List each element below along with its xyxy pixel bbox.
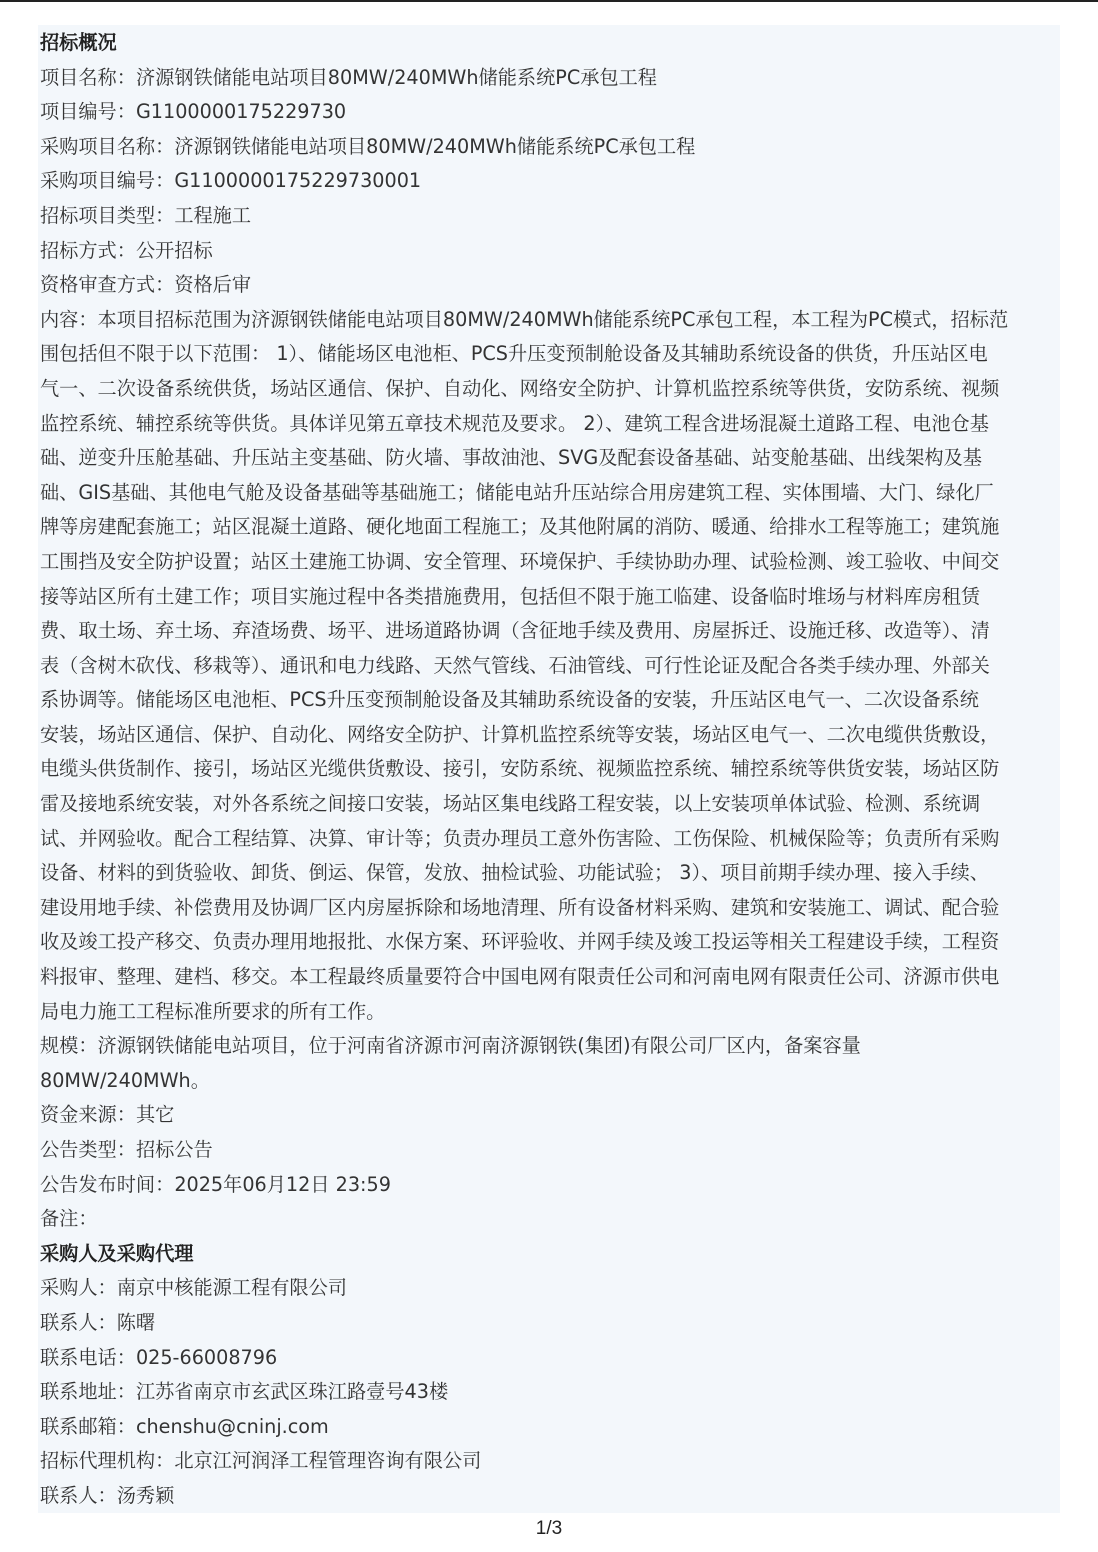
field-value: 北京江河润泽工程管理咨询有限公司 xyxy=(174,1449,482,1473)
field-label: 资金来源： xyxy=(40,1103,136,1127)
overview-row xyxy=(40,1098,1060,1133)
section-title-overview: 招标概况 xyxy=(40,31,117,54)
purchaser-row xyxy=(40,1375,1060,1410)
overview-row xyxy=(40,130,1060,165)
content-line: 系协调等。储能场区电池柜、PCS升压变预制舱设备及其辅助系统设备的安装，升压站区电气一、二次设备系统 xyxy=(40,688,979,712)
content-line: 局电力施工工程标准所要求的所有工作。 xyxy=(40,999,386,1023)
overview-row xyxy=(40,234,1060,269)
overview-row xyxy=(40,164,1060,199)
field-value: chenshu@cninj.com xyxy=(135,1414,329,1438)
field-value: G1100000175229730001 xyxy=(174,169,422,193)
purchaser-row xyxy=(40,1341,1060,1376)
content-line: 工围挡及安全防护设置；站区土建施工协调、安全管理、环境保护、手续协助办理、试验检测、竣工验收、中间交 xyxy=(40,549,1000,573)
field-label: 公告发布时间： xyxy=(40,1172,175,1196)
field-value: 资格后审 xyxy=(174,273,252,297)
top-border-line xyxy=(0,0,1098,2)
field-label: 招标项目类型： xyxy=(40,203,175,227)
content-line: 雷及接地系统安装，对外各系统之间接口安装，场站区集电线路工程安装，以上安装项单体试验、检测、系统调 xyxy=(40,792,981,816)
section-title-purchaser: 采购人及采购代理 xyxy=(40,1241,194,1265)
overview-rows-after xyxy=(40,1098,1060,1236)
content-line: 料报审、整理、建档、移交。本工程最终质量要符合中国电网有限责任公司和河南电网有限责任公司、济源市供电 xyxy=(40,965,1000,989)
field-label: 备注： xyxy=(40,1207,98,1231)
field-label: 资格审查方式： xyxy=(40,273,175,297)
scale-line: 80MW/240MWh。 xyxy=(40,1068,210,1092)
overview-row xyxy=(40,1168,1060,1203)
scale-paragraph xyxy=(40,1029,1060,1098)
field-value: 工程施工 xyxy=(174,203,252,227)
field-value: 招标公告 xyxy=(135,1138,213,1161)
purchaser-row xyxy=(40,1410,1060,1445)
field-label: 项目编号： xyxy=(40,100,136,124)
field-label: 招标方式： xyxy=(40,238,136,262)
scale-line: 规模：济源钢铁储能电站项目，位于河南省济源市河南济源钢铁(集团)有限公司厂区内，备案容量 xyxy=(40,1034,861,1058)
content-line: 牌等房建配套施工；站区混凝土道路、硬化地面工程施工；及其他附属的消防、暖通、给排水工程等施工；建筑施 xyxy=(40,515,1000,539)
purchaser-row xyxy=(40,1306,1060,1341)
field-value: 其它 xyxy=(135,1103,175,1127)
field-value: 陈曙 xyxy=(116,1310,156,1334)
field-value: 公开招标 xyxy=(135,238,213,262)
field-value: 025-66008796 xyxy=(135,1345,278,1369)
field-value: 济源钢铁储能电站项目80MW/240MWh储能系统PC承包工程 xyxy=(174,134,696,158)
document-content xyxy=(40,26,1060,1514)
content-line: 费、取土场、弃土场、弃渣场费、场平、进场道路协调（含征地手续及费用、房屋拆迁、设施迁移、改造等）、清 xyxy=(40,619,990,643)
field-label: 联系地址： xyxy=(40,1380,136,1404)
field-label: 公告类型： xyxy=(40,1138,136,1161)
field-value: G1100000175229730 xyxy=(135,100,347,124)
purchaser-row xyxy=(40,1479,1060,1514)
content-line: 接等站区所有土建工作；项目实施过程中各类措施费用，包括但不限于施工临建、设备临时堆场与材料库房租赁 xyxy=(40,584,981,608)
page-number: 1/3 xyxy=(535,1518,563,1539)
content-line: 监控系统、辅控系统等供货。具体详见第五章技术规范及要求。 2）、建筑工程含进场混凝土道路工程、电池仓基 xyxy=(40,411,989,435)
field-label: 联系人： xyxy=(40,1310,117,1334)
content-line: 建设用地手续、补偿费用及协调厂区内房屋拆除和场地清理、所有设备材料采购、建筑和安装施工、调试、配合验 xyxy=(40,895,1000,919)
field-label: 采购项目名称： xyxy=(40,134,175,158)
content-line: 表（含树木砍伐、移栽等）、通讯和电力线路、天然气管线、石油管线、可行性论证及配合各类手续办理、外部关 xyxy=(40,653,990,677)
field-value: 2025年06月12日 23:59 xyxy=(174,1172,391,1196)
overview-row xyxy=(40,199,1060,234)
field-value: 江苏省南京市玄武区珠江路壹号43楼 xyxy=(135,1380,449,1404)
field-label: 联系电话： xyxy=(40,1345,136,1369)
overview-row xyxy=(40,1133,1060,1168)
content-line: 安装，场站区通信、保护、自动化、网络安全防护、计算机监控系统等安装，场站区电气一、二次电缆供货敷设， xyxy=(40,722,1000,746)
content-paragraph xyxy=(40,303,1060,1029)
content-line: 础、GIS基础、其他电气舱及设备基础等基础施工；储能电站升压站综合用房建筑工程、实体围墙、大门、绿化厂 xyxy=(40,480,994,504)
field-label: 项目名称： xyxy=(40,65,136,89)
overview-row xyxy=(40,61,1060,96)
field-value: 汤秀颖 xyxy=(116,1483,175,1507)
field-label: 招标代理机构： xyxy=(40,1449,175,1473)
content-line: 气一、二次设备系统供货，场站区通信、保护、自动化、网络安全防护、计算机监控系统等供货，安防系统、视频 xyxy=(40,376,1000,400)
field-value: 济源钢铁储能电站项目80MW/240MWh储能系统PC承包工程 xyxy=(135,65,657,89)
field-label: 联系邮箱： xyxy=(40,1414,136,1438)
purchaser-rows xyxy=(40,1271,1060,1513)
field-value: 南京中核能源工程有限公司 xyxy=(116,1276,347,1300)
overview-row xyxy=(40,95,1060,130)
overview-rows xyxy=(40,61,1060,303)
content-line: 收及竣工投产移交、负责办理用地报批、水保方案、环评验收、并网手续及竣工投运等相关工程建设手续，工程资 xyxy=(40,930,1000,954)
field-label: 采购人： xyxy=(40,1276,117,1300)
overview-row xyxy=(40,268,1060,303)
purchaser-row xyxy=(40,1271,1060,1306)
content-line: 础、逆变升压舱基础、升压站主变基础、防火墙、事故油池、SVG及配套设备基础、站变舱基础、出线架构及基 xyxy=(40,446,982,470)
overview-row xyxy=(40,1202,1060,1237)
content-line: 设备、材料的到货验收、卸货、倒运、保管，发放、抽检试验、功能试验； 3）、项目前期手续办理、接入手续、 xyxy=(40,861,989,885)
field-label: 采购项目编号： xyxy=(40,169,175,193)
content-line: 内容：本项目招标范围为济源钢铁储能电站项目80MW/240MWh储能系统PC承包工程，本工程为PC模式，招标范 xyxy=(40,307,1009,331)
content-line: 试、并网验收。配合工程结算、决算、审计等；负责办理员工意外伤害险、工伤保险、机械保险等；负责所有采购 xyxy=(40,826,1000,850)
purchaser-row xyxy=(40,1444,1060,1479)
content-line: 电缆头供货制作、接引，场站区光缆供货敷设、接引，安防系统、视频监控系统、辅控系统等供货安装，场站区防 xyxy=(40,757,1000,781)
field-label: 联系人： xyxy=(40,1483,117,1507)
content-line: 围包括但不限于以下范围： 1）、储能场区电池柜、PCS升压变预制舱设备及其辅助系统设备的供货，升压站区电 xyxy=(40,342,988,366)
